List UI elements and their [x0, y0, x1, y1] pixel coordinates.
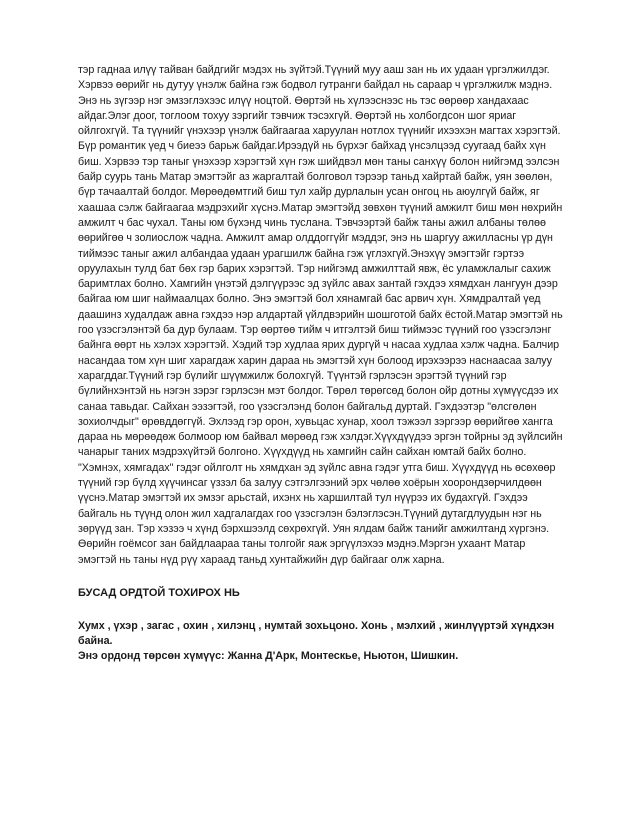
- compatibility-block: [78, 619, 564, 665]
- famous-people-text: Энэ ордонд төрсөн хүмүүс: Жанна Д'Арк, Монтескье, Ньютон, Шишкин.: [78, 650, 459, 663]
- compatibility-text: Хумх , үхэр , загас , охин , хилэнц , нумтай зохьцоно. Хонь , мэлхий , жинлүүртэй хүндхэн байна.: [78, 619, 555, 648]
- document-page: [78, 63, 564, 665]
- section-heading: БУСАД ОРДТОЙ ТОХИРОХ НЬ: [78, 586, 240, 599]
- body-paragraph: тэр гаднаа илүү тайван байдгийг мэдэх нь зүйтэй.Түүний муу ааш зан нь их удаан үргэлжилдэг. Хэрвээ өөрийг нь дутуу үнэлж байна гэж бодвол гутранги байдал нь сараар ч үргэлжилж мэднэ. Энэ нь зүгээр нэг эмзэглэхээс илүү ноцтой. Өөртэй нь хүлээснээс нь тэс өөрөөр хандахаас айдаг.Элэг доог, тоглоом тохуу зэргийг тэвчиж тэсэхгүй. Өөртэй нь холбогдсон шог яриаг ойлгохгүй. Та түүнийг үнэхээр үнэлж байгаагаа харуулан нотлох түүнийг ихээхэн магтах хэрэгтэй. Бүр романтик үед ч биеээ барьж байдаг.Ирээдүй нь бүрхэг байхад үнсэлцээд суугаад байх хүн биш. Хэрвээ тэр таныг үнэхээр хэрэгтэй хүн гэж шийдвэл мөн таны санхүү болон нийгэмд ээлсэн байр суурь тань Матар эмэгтэйг аз жаргалтай болговол тэрээр таньд хайртай байж, уян зөөлөн, бүр тачаалтай болдог. Мөрөөдөмтгий биш тул хайр дурлалын усан онгоц нь аюулгүй байж, яг хаашаа сэлж байгаагаа мэдрэхийг хүснэ.Матар эмэгтэйд зөвхөн түүний амжилт биш мөн нөхрийн амжилт ч бас чухал. Таны юм бүхэнд чинь туслана. Тэвчээртэй байж таны ажил албаны төлөө өөрийгөө ч золиослож чадна. Амжилт амар олддоггүйг мэддэг, энэ нь шаргуу ажилласны үр дүн тиймээс таныг ажил албандаа удаан урагшилж байна гэж үглэхгүй.Энэхүү эмэгтэйг гэртээ оруулахын тулд бат бөх гэр барих хэрэгтэй. Тэр нийгэмд амжилттай явж, ёс уламжлалыг сахиж баримтлах болно. Хамгийн үнэтэй дэлгүүрээс эд зүйлс авах зантай гэхдээ хямдхан лангуун дээр байгаа юм шиг наймаалцах болно. Энэ эмэгтэй бол хянамгай бас арвич хүн. Хямдралтай үед даашинз худалдаж авна гэхдээ нэр алдартай үйлдвэрийн шошготой байх ёстой.Матар эмэгтэй нь гоо үзэсгэлэнтэй ба дур булаам. Тэр өөртөө тийм ч итгэлтэй биш тиймээс түүний гоо үзэсгэлэнг байнга өөрт нь хэлэх хэрэгтэй. Хэдий тэр худлаа ярих дургүй ч насаа худлаа хэлж чадна. Балчир насандаа том хүн шиг харагдаж харин дараа нь эмэгтэй хүн болоод ирэхээрээ наснаасаа залуу харагддаг.Түүний гэр бүлийг шүүмжилж болохгүй. Түүнтэй гэрлэсэн эрэгтэй түүний гэр бүлийнхэнтэй нь нэгэн зэрэг гэрлэсэн мэт болдог. Төрөл төрөгсөд болон ойр дотны хүмүүсдээ их санаа тавьдаг. Сайхан ээзэгтэй, гоо үзэсгэлэнд болон байгальд дуртай. Гэхдээтэр "өлсгөлөн зохиолчдыг" өрөвддөггүй. Эхлээд гэр орон, хувьцас хунар, хоол тэжээл зэргээр өөрийгөө хангга дараа нь мөрөөдөж болмоор юм байвал мөрөөд гэж хэлдэг.Хүүхдүүдээ эргэн тойрны эд зүйлсийн чанарыг таних мэдрэхүйтэй болгоно. Хүүхдүүд нь хамгийн сайн сайхан юмтай байх болно. "Хэмнэх, хямгадах" гэдэг ойлголт нь хямдхан эд зүйлс авна гэдэг утга биш. Хүүхдүүд нь өсөхөөр түүний гэр бүлд хүүчинсаг үззэл ба залуу сэтгэлгээний эрх чөлөө хоёрын хоорондзөрчилдөөн үүснэ.Матар эмэгтэй их эмзэг арьстай, ихэнх нь харшилтай тул нүүрээ их будахгүй. Гэхдээ байгаль нь түүнд олон жил хадгалагдах гоо үзэсгэлэн бэлэглэсэн.Түүний дутагдлуудын нэг нь зөрүүд зан. Тэр хэзээ ч хүнд бэрхшээлд сөхрөхгүй. Уян ялдам байж танийг амжилтанд хүргэнэ. Өөрийн гоёмсог зан байдлаараа таны толгойг яаж эргүүлэхээ мэднэ.Мэргэн ухаант Матар эмэгтэй нь таны нүд рүү хараад таньд хунтайжийн дүр байгааг олж харна.: [78, 64, 563, 566]
